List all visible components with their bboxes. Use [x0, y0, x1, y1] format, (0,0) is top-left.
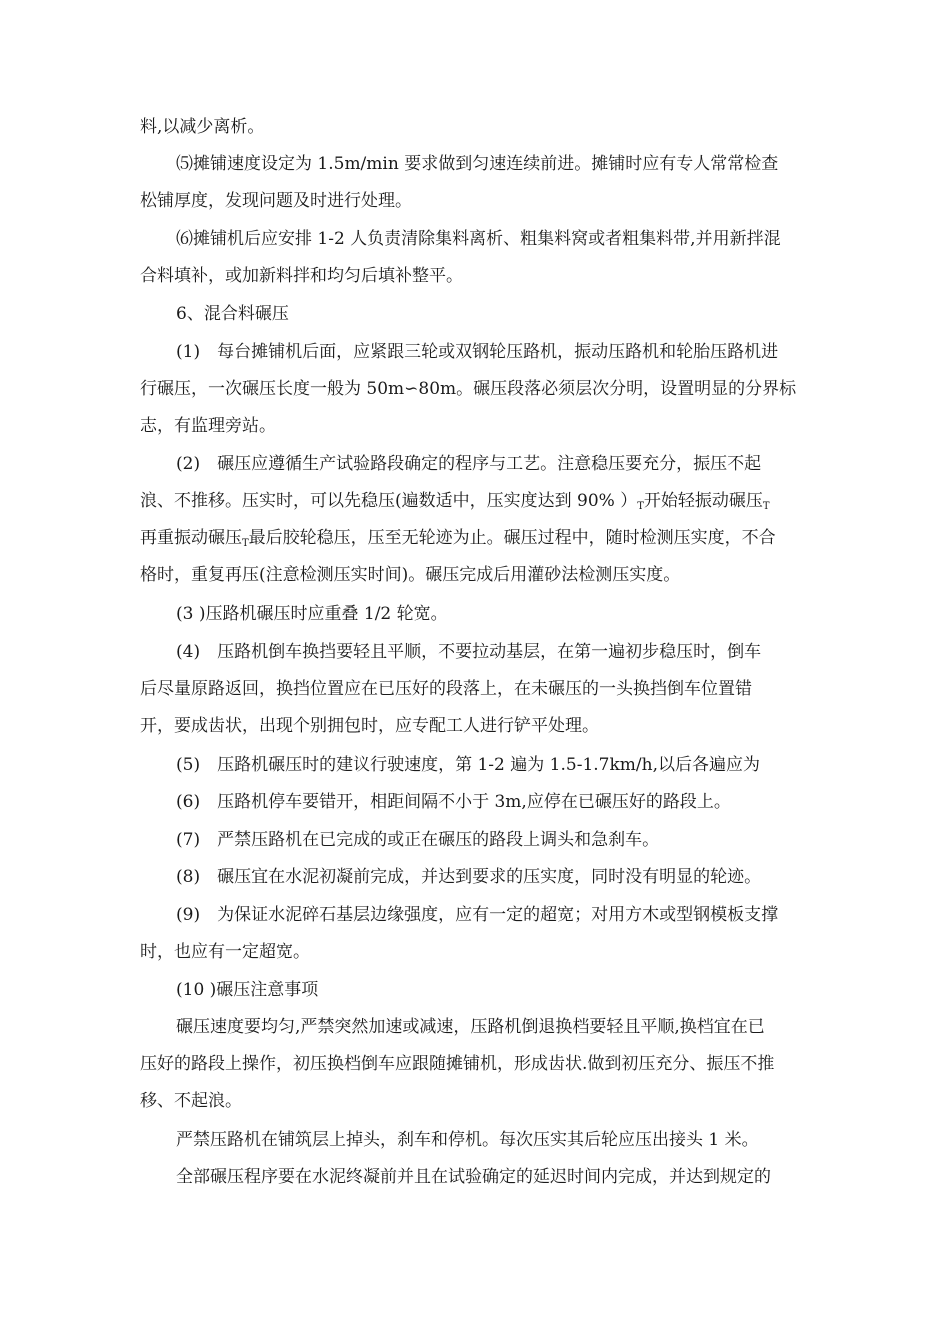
text-line: (7) 严禁压路机在已完成的或正在碾压的路段上调头和急刹车。 [176, 830, 660, 850]
text-line: 合料填补，或加新料拌和均匀后填补整平。 [140, 266, 463, 286]
paragraph-rolling-10 [140, 972, 830, 1009]
text-line: 全部碾压程序要在水泥终凝前并且在试验确定的延迟时间内完成，并达到规定的 [176, 1167, 771, 1187]
text-line: 移、不起浪。 [140, 1091, 242, 1111]
paragraph-rolling-2 [140, 446, 830, 594]
paragraph-rolling-6 [140, 784, 830, 821]
text-line: (2) 碾压应遵循生产试验路段确定的程序与工艺。注意稳压要充分，振压不起 [176, 454, 762, 474]
paragraph-rolling-8 [140, 859, 830, 896]
text-line: (6) 压路机停车要错开，相距间隔不小于 3m,应停在已碾压好的路段上。 [176, 792, 731, 812]
paragraph-continuation [140, 109, 830, 146]
paragraph-rolling-1 [140, 334, 830, 445]
text-line: (4) 压路机倒车换挡要轻且平顺，不要拉动基层，在第一遍初步稳压时，倒车 [176, 642, 762, 662]
text-line: (5) 压路机碾压时的建议行驶速度，第 1-2 遍为 1.5-1.7km/h,以后各遍应为 [176, 755, 760, 775]
paragraph-rolling-5 [140, 747, 830, 784]
paragraph-notes [140, 1009, 830, 1120]
text-line [140, 483, 830, 520]
text-line: (9) 为保证水泥碎石基层边缘强度，应有一定的超宽；对用方木或型钢模板支撑 [176, 905, 779, 925]
text-line: ⑹摊铺机后应安排 1-2 人负责清除集料离析、粗集料窝或者粗集料带,并用新拌混 [176, 229, 781, 249]
text-line: (8) 碾压宜在水泥初凝前完成，并达到要求的压实度，同时没有明显的轮迹。 [176, 867, 762, 887]
paragraph-timing [140, 1159, 830, 1196]
paragraph-rolling-7 [140, 822, 830, 859]
paragraph-prohibition [140, 1122, 830, 1159]
paragraph-rolling-3 [140, 596, 830, 633]
text-line: 碾压速度要均匀,严禁突然加速或减速，压路机倒退换档要轻且平顺,换档宜在已 [176, 1017, 765, 1037]
text-line: 时，也应有一定超宽。 [140, 942, 310, 962]
subscript-mark: T [242, 538, 249, 549]
text-line: (3 )压路机碾压时应重叠 1/2 轮宽。 [176, 604, 448, 624]
text-line: 料,以减少离析。 [140, 117, 265, 137]
text-line [140, 520, 830, 557]
text-segment: 再重振动碾压 [140, 528, 242, 548]
text-line: 后尽量原路返回，换挡位置应在已压好的段落上，在未碾压的一头换挡倒车位置错 [140, 679, 752, 699]
text-line: 开，要成齿状，出现个别拥包时，应专配工人进行铲平处理。 [140, 716, 599, 736]
text-line: (1) 每台摊铺机后面，应紧跟三轮或双钢轮压路机，振动压路机和轮胎压路机进 [176, 342, 779, 362]
text-segment: 开始轻振动碾压 [643, 491, 763, 511]
heading-text: 6、混合料碾压 [176, 304, 289, 324]
text-segment: 浪、不推移。压实时，可以先稳压(遍数适中，压实度达到 90% ） [140, 491, 638, 511]
paragraph-item-6 [140, 221, 830, 295]
text-segment: 最后胶轮稳压，压至无轮迹为止。碾压过程中，随时检测压实度，不合 [248, 528, 776, 548]
text-line: ⑸摊铺速度设定为 1.5m/min 要求做到匀速连续前进。摊铺时应有专人常常检查 [176, 154, 779, 174]
subscript-mark: T [637, 501, 644, 512]
text-line: 志，有监理旁站。 [140, 416, 276, 436]
section-heading [140, 296, 830, 333]
text-line: (10 )碾压注意事项 [176, 980, 319, 1000]
text-line: 格时，重复再压(注意检测压实时间)。碾压完成后用灌砂法检测压实度。 [140, 565, 681, 585]
text-line: 行碾压，一次碾压长度一般为 50m∽80m。碾压段落必须层次分明，设置明显的分界标 [140, 379, 797, 399]
text-line: 松铺厚度，发现问题及时进行处理。 [140, 191, 412, 211]
paragraph-item-5 [140, 146, 830, 220]
paragraph-rolling-9 [140, 897, 830, 971]
text-line: 压好的路段上操作，初压换档倒车应跟随摊铺机，形成齿状.做到初压充分、振压不推 [140, 1054, 775, 1074]
text-line: 严禁压路机在铺筑层上掉头，刹车和停机。每次压实其后轮应压出接头 1 米。 [176, 1130, 759, 1150]
paragraph-rolling-4 [140, 634, 830, 745]
subscript-mark: T [762, 501, 770, 512]
